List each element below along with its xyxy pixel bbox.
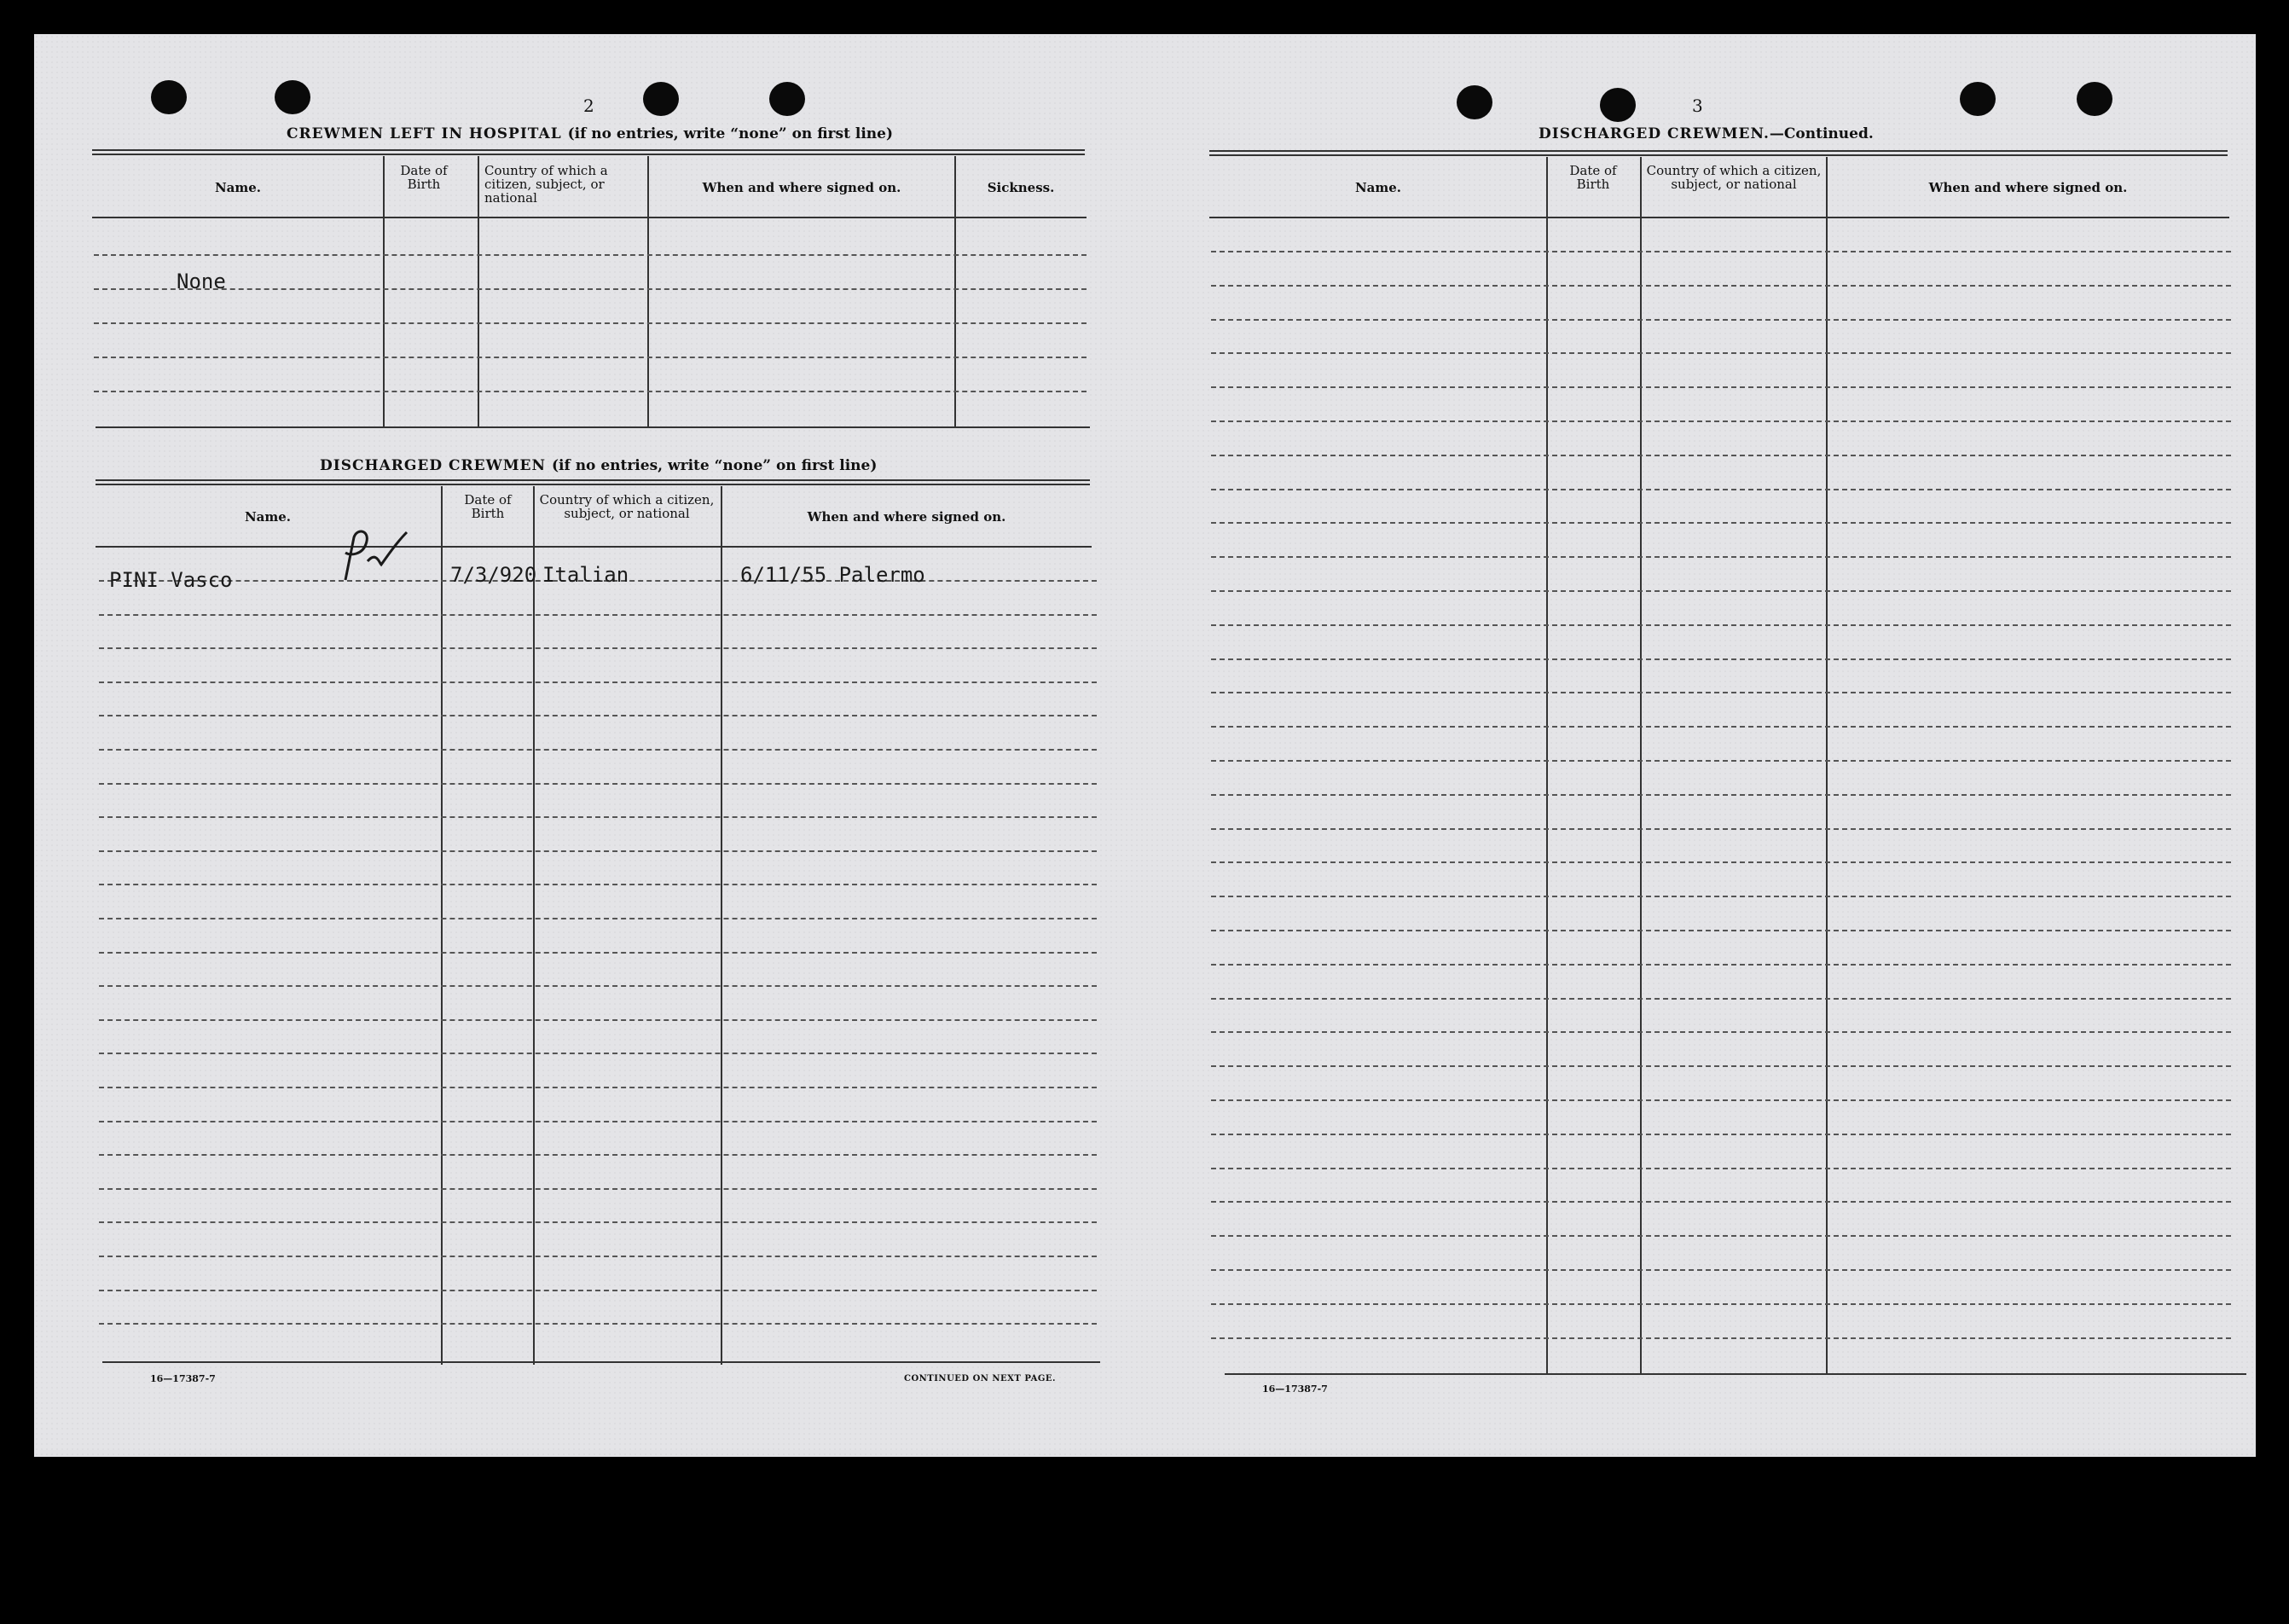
- ruled-line: [1211, 1303, 2231, 1305]
- right-header-country: Country of which a citizen, subject, or national: [1646, 163, 1822, 192]
- discharged-top-rule: [96, 479, 1090, 485]
- ruled-line: [1211, 760, 2231, 762]
- discharged-subtitle-text: (if no entries, write “none” on first line): [551, 457, 878, 474]
- ruled-line: [1211, 420, 2231, 422]
- punch-hole: [275, 80, 310, 114]
- crew-name: PINI Vasco: [109, 568, 233, 592]
- ruled-line: [1211, 896, 2231, 897]
- punch-hole: [643, 82, 679, 116]
- right-title-suffix: —Continued.: [1769, 125, 1874, 142]
- ruled-line: [1211, 624, 2231, 626]
- ruled-line: [99, 1053, 1097, 1054]
- hospital-col-divider: [954, 156, 956, 427]
- ruled-line: [1211, 386, 2231, 388]
- ruled-line: [94, 322, 1087, 324]
- ruled-line: [1211, 556, 2231, 558]
- crew-signed-on: 6/11/55 Palermo: [740, 563, 925, 587]
- ruled-line: [99, 1323, 1097, 1325]
- discharged-header-dob: Date of Birth: [464, 492, 512, 521]
- hospital-col-divider: [478, 156, 479, 427]
- ruled-line: [99, 985, 1097, 987]
- right-col-divider: [1826, 157, 1828, 1375]
- handwritten-initials: [328, 520, 422, 597]
- ruled-line: [1211, 1235, 2231, 1237]
- discharged-bottom-rule: [102, 1361, 1100, 1363]
- ruled-line: [94, 391, 1087, 392]
- right-header-name: Name.: [1354, 180, 1402, 195]
- ruled-line: [1211, 251, 2231, 252]
- right-header-rule: [1209, 217, 2229, 218]
- form-id-right: 16—17387-7: [1262, 1383, 1328, 1395]
- ruled-line: [1211, 590, 2231, 592]
- ruled-line: [1211, 285, 2231, 287]
- hospital-section-title: [287, 125, 893, 142]
- page-number-right: 3: [1692, 96, 1703, 116]
- ruled-line: [1211, 998, 2231, 1000]
- ruled-line: [99, 1290, 1097, 1291]
- ruled-line: [94, 357, 1087, 358]
- ruled-line: [99, 715, 1097, 716]
- right-header-dob: Date of Birth: [1569, 163, 1617, 192]
- ruled-line: [99, 816, 1097, 818]
- ruled-line: [94, 254, 1087, 256]
- hospital-header-signed: When and where signed on.: [702, 180, 901, 195]
- ruled-line: [1211, 1337, 2231, 1339]
- hospital-header-name: Name.: [214, 180, 262, 195]
- ruled-line: [1211, 352, 2231, 354]
- discharged-col-divider: [721, 486, 722, 1365]
- ruled-line: [1211, 692, 2231, 693]
- ruled-line: [1211, 930, 2231, 931]
- crew-dob: 7/3/920: [450, 563, 537, 587]
- hospital-header-rule: [92, 217, 1087, 218]
- hospital-header-sickness: Sickness.: [987, 180, 1055, 195]
- hospital-bottom-rule: [96, 426, 1090, 428]
- ruled-line: [94, 288, 1087, 290]
- ruled-line: [99, 918, 1097, 919]
- right-col-divider: [1640, 157, 1642, 1375]
- ruled-line: [99, 1221, 1097, 1223]
- ruled-line: [99, 1188, 1097, 1190]
- ruled-line: [99, 1256, 1097, 1257]
- discharged-header-rule: [96, 546, 1092, 548]
- punch-hole: [1457, 85, 1492, 119]
- hospital-col-divider: [647, 156, 649, 427]
- ruled-line: [1211, 794, 2231, 796]
- ruled-line: [1211, 1031, 2231, 1033]
- hospital-col-divider: [383, 156, 385, 427]
- ruled-line: [1211, 319, 2231, 321]
- discharged-title-text: DISCHARGED CREWMEN: [320, 457, 547, 474]
- punch-hole: [1960, 82, 1996, 116]
- punch-hole: [1600, 88, 1636, 122]
- ruled-line: [1211, 489, 2231, 490]
- discharged-header-country: Country of which a citizen, subject, or national: [539, 492, 715, 521]
- ruled-line: [99, 783, 1097, 785]
- ruled-line: [99, 1154, 1097, 1156]
- ruled-line: [99, 1121, 1097, 1122]
- right-top-rule: [1209, 150, 2228, 156]
- right-bottom-rule: [1225, 1373, 2246, 1375]
- right-header-signed: When and where signed on.: [1928, 180, 2128, 195]
- ruled-line: [99, 682, 1097, 683]
- ruled-line: [1211, 1269, 2231, 1271]
- ruled-line: [1211, 1099, 2231, 1101]
- ruled-line: [1211, 1065, 2231, 1067]
- hospital-title-text: CREWMEN LEFT IN HOSPITAL: [287, 125, 562, 142]
- right-col-divider: [1546, 157, 1548, 1375]
- ruled-line: [1211, 1134, 2231, 1135]
- ruled-line: [1211, 658, 2231, 660]
- ruled-line: [99, 1019, 1097, 1021]
- hospital-header-dob: Date of Birth: [400, 163, 448, 192]
- ruled-line: [1211, 964, 2231, 966]
- hospital-entry-none: None: [177, 270, 226, 293]
- discharged-col-divider: [441, 486, 443, 1365]
- continued-note: CONTINUED ON NEXT PAGE.: [904, 1374, 1057, 1383]
- ruled-line: [1211, 861, 2231, 863]
- ruled-line: [99, 850, 1097, 852]
- ruled-line: [1211, 522, 2231, 524]
- form-id-left: 16—17387-7: [150, 1373, 216, 1384]
- hospital-header-country: Country of which a citizen, subject, or national: [484, 163, 608, 206]
- ruled-line: [1211, 1201, 2231, 1203]
- ruled-line: [99, 1087, 1097, 1088]
- discharged-header-name: Name.: [244, 509, 292, 525]
- page-number-left: 2: [583, 96, 594, 116]
- right-title-text: DISCHARGED CREWMEN.: [1539, 125, 1770, 142]
- document-scan: [34, 34, 2256, 1457]
- hospital-subtitle-text: (if no entries, write “none” on first line): [567, 125, 893, 142]
- ruled-line: [99, 749, 1097, 751]
- right-section-title: [1539, 125, 1874, 142]
- ruled-line: [99, 952, 1097, 954]
- ruled-line: [99, 614, 1097, 616]
- punch-hole: [2077, 82, 2112, 116]
- ruled-line: [1211, 455, 2231, 456]
- punch-hole: [151, 80, 187, 114]
- crew-country: Italian: [542, 563, 629, 587]
- ruled-line: [1211, 726, 2231, 728]
- discharged-col-divider: [533, 486, 535, 1365]
- hospital-top-rule: [92, 149, 1085, 155]
- ruled-line: [99, 884, 1097, 885]
- discharged-header-signed: When and where signed on.: [807, 509, 1006, 525]
- ruled-line: [1211, 828, 2231, 830]
- ruled-line: [1211, 1168, 2231, 1169]
- ruled-line: [99, 647, 1097, 649]
- discharged-section-title: [320, 457, 877, 474]
- punch-hole: [769, 82, 805, 116]
